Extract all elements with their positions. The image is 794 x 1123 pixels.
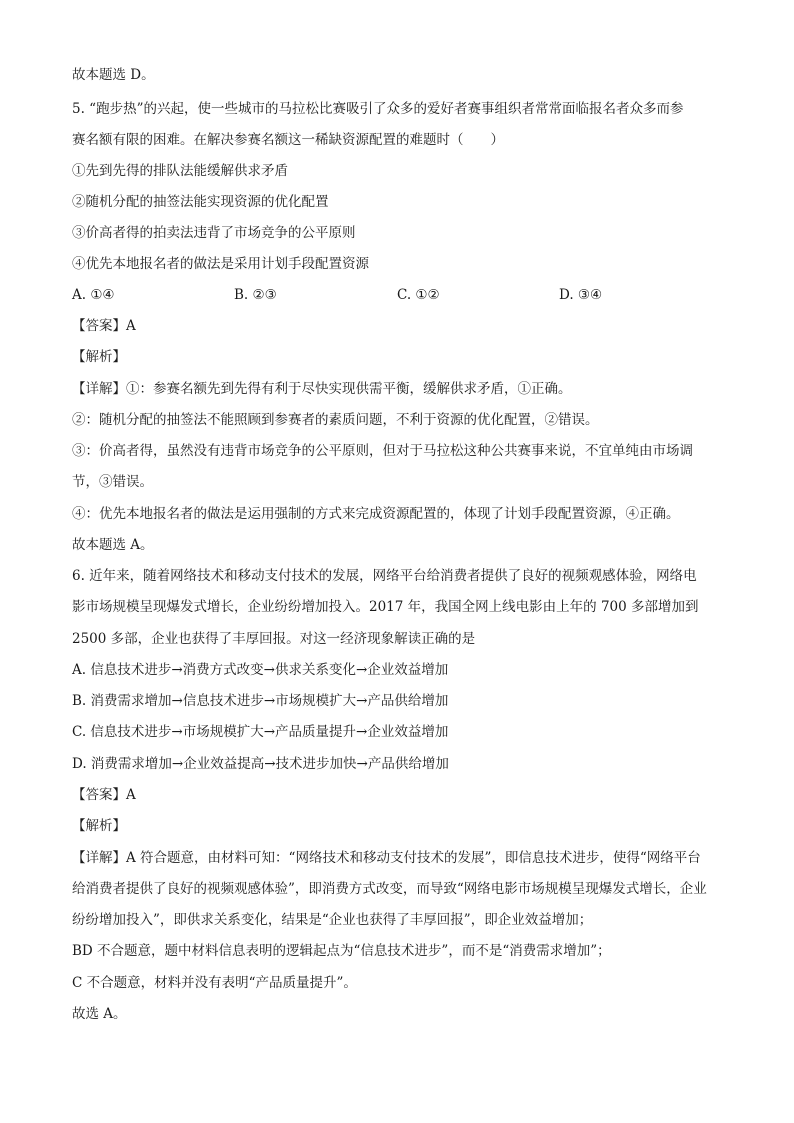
question-5-analysis-heading: 【解析】: [72, 349, 126, 365]
question-5-statement-4: ④优先本地报名者的做法是采用计划手段配置资源: [72, 256, 369, 272]
question-5-detail-1: 【详解】①：参赛名额先到先得有利于尽快实现供需平衡，缓解供求矛盾，①正确。: [72, 381, 572, 397]
question-6-detail-3: 纷纷增加投入”，即供求关系变化，结果是“企业也获得了丰厚回报”，即企业效益增加；: [72, 912, 593, 928]
question-5-stem-line2: 赛名额有限的困难。在解决参赛名额这一稀缺资源配置的难题时（ ）: [72, 132, 504, 148]
question-6-detail-2: 给消费者提供了良好的视频观感体验”，即消费方式改变，而导致“网络电影市场规模呈现爆发式增长，企业: [72, 881, 707, 897]
question-5-statement-3: ③价高者得的拍卖法违背了市场竞争的公平原则: [72, 225, 356, 241]
option-b: B. ②③: [234, 287, 277, 303]
question-6-option-c: C. 信息技术进步→市场规模扩大→产品质量提升→企业效益增加: [72, 724, 449, 740]
option-d: D. ③④: [559, 287, 603, 303]
question-5-statement-1: ①先到先得的排队法能缓解供求矛盾: [72, 163, 288, 179]
question-5-statement-2: ②随机分配的抽签法能实现资源的优化配置: [72, 194, 329, 210]
question-5-answer: 【答案】A: [72, 318, 136, 334]
question-6-stem-line3: 2500 多部，企业也获得了丰厚回报。对这一经济现象解读正确的是: [72, 631, 476, 647]
question-6-detail-4: BD 不合题意，题中材料信息表明的逻辑起点为“信息技术进步”，而不是“消费需求增加”；: [72, 943, 611, 959]
question-6-answer: 【答案】A: [72, 787, 136, 803]
option-c: C. ①②: [397, 287, 440, 303]
question-6-analysis-heading: 【解析】: [72, 818, 126, 834]
prev-answer-conclusion: 故本题选 D。: [72, 67, 155, 83]
question-6-option-b: B. 消费需求增加→信息技术进步→市场规模扩大→产品供给增加: [72, 693, 449, 709]
question-5-detail-2: ②：随机分配的抽签法不能照顾到参赛者的素质问题，不利于资源的优化配置，②错误。: [72, 412, 599, 428]
question-5-stem-line1: 5. “跑步热”的兴起，使一些城市的马拉松比赛吸引了众多的爱好者赛事组织者常常面临报名者众多而参: [72, 101, 684, 117]
option-a: A. ①④: [72, 287, 115, 303]
question-5-detail-5: ④：优先本地报名者的做法是运用强制的方式来完成资源配置的，体现了计划手段配置资源，④正确。: [72, 506, 680, 522]
question-6-stem-line2: 影市场规模呈现爆发式增长，企业纷纷增加投入。2017 年，我国全网上线电影由上年的 700 多部增加到: [72, 599, 699, 615]
question-6-option-d: D. 消费需求增加→企业效益提高→技术进步加快→产品供给增加: [72, 756, 449, 772]
question-5-options: [72, 286, 632, 304]
question-5-conclusion: 故本题选 A。: [72, 537, 154, 553]
question-6-option-a: A. 信息技术进步→消费方式改变→供求关系变化→企业效益增加: [72, 662, 449, 678]
question-6-stem-line1: 6. 近年来，随着网络技术和移动支付技术的发展，网络平台给消费者提供了良好的视频观感体验，网络电: [72, 568, 697, 584]
question-6-detail-5: C 不合题意，材料并没有表明“产品质量提升”。: [72, 975, 357, 991]
question-6-conclusion: 故选 A。: [72, 1006, 127, 1022]
question-5-detail-4: 节，③错误。: [72, 474, 153, 490]
question-5-detail-3: ③：价高者得，虽然没有违背市场竞争的公平原则，但对于马拉松这种公共赛事来说，不宜单纯由市场调: [72, 443, 693, 459]
question-6-detail-1: 【详解】A 符合题意，由材料可知：“网络技术和移动支付技术的发展”，即信息技术进步，使得“网络平台: [72, 850, 701, 866]
